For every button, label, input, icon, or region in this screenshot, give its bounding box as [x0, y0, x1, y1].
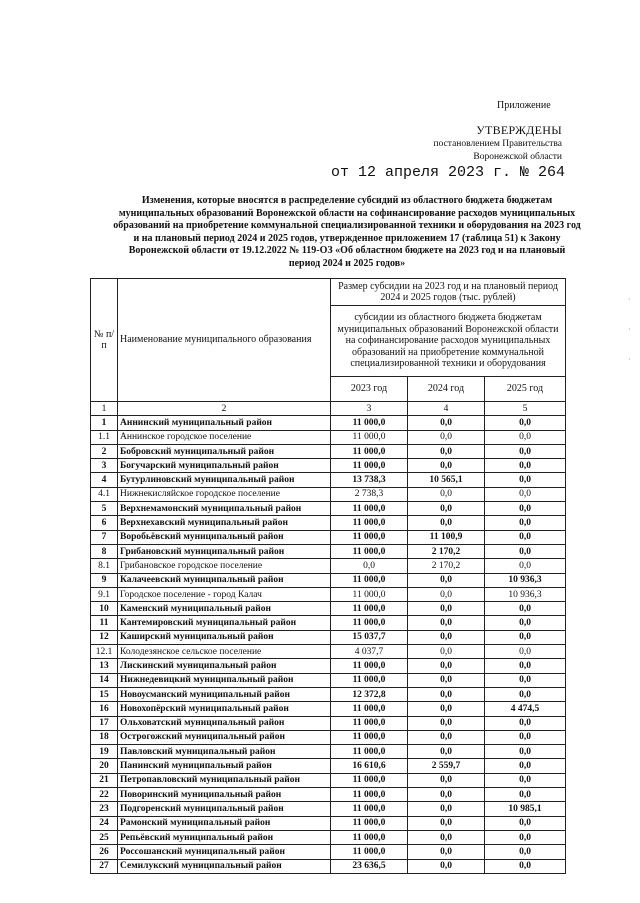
- table-row: [91, 730, 566, 744]
- row-value-2023: 11 000,0: [331, 459, 408, 473]
- row-name: Россошанский муниципальный район: [118, 845, 331, 859]
- row-value-2025: 0,0: [485, 530, 566, 544]
- row-number: 1.1: [91, 430, 118, 444]
- row-number: 5: [91, 502, 118, 516]
- row-name: Рамонский муниципальный район: [118, 816, 331, 830]
- table-row: [91, 416, 566, 430]
- row-value-2023: 11 000,0: [331, 845, 408, 859]
- row-name: Петропавловский муниципальный район: [118, 773, 331, 787]
- table-row: [91, 487, 566, 501]
- row-value-2024: 0,0: [408, 487, 485, 501]
- row-number: 3: [91, 459, 118, 473]
- row-name: Семилукский муниципальный район: [118, 859, 331, 873]
- row-value-2025: 0,0: [485, 502, 566, 516]
- table-row: [91, 816, 566, 830]
- row-value-2024: 11 100,9: [408, 530, 485, 544]
- row-value-2025: 0,0: [485, 687, 566, 701]
- row-value-2024: 0,0: [408, 716, 485, 730]
- row-value-2024: 0,0: [408, 630, 485, 644]
- row-value-2023: 11 000,0: [331, 830, 408, 844]
- row-value-2025: 0,0: [485, 616, 566, 630]
- row-value-2025: 10 985,1: [485, 802, 566, 816]
- table-row: [91, 659, 566, 673]
- row-number: 14: [91, 673, 118, 687]
- row-name: Панинский муниципальный район: [118, 759, 331, 773]
- row-value-2024: 2 170,2: [408, 559, 485, 573]
- row-name: Грибановский муниципальный район: [118, 544, 331, 558]
- row-number: 15: [91, 687, 118, 701]
- row-value-2025: 0,0: [485, 630, 566, 644]
- table-row: [91, 759, 566, 773]
- table-row: [91, 859, 566, 873]
- table-row: [91, 559, 566, 573]
- table-row: [91, 544, 566, 558]
- row-number: 7: [91, 530, 118, 544]
- row-value-2024: 0,0: [408, 616, 485, 630]
- row-value-2023: 23 636,5: [331, 859, 408, 873]
- row-value-2024: 0,0: [408, 459, 485, 473]
- table-row: [91, 444, 566, 458]
- row-number: 6: [91, 516, 118, 530]
- row-name: Новохопёрский муниципальный район: [118, 702, 331, 716]
- row-value-2024: 0,0: [408, 687, 485, 701]
- table-row: [91, 773, 566, 787]
- row-number: 12.1: [91, 645, 118, 659]
- row-value-2023: 11 000,0: [331, 702, 408, 716]
- row-value-2023: 12 372,8: [331, 687, 408, 701]
- row-value-2023: 11 000,0: [331, 745, 408, 759]
- row-value-2025: 0,0: [485, 659, 566, 673]
- index-cell: 5: [485, 402, 566, 416]
- row-value-2025: 0,0: [485, 673, 566, 687]
- row-number: 11: [91, 616, 118, 630]
- row-number: 18: [91, 730, 118, 744]
- row-number: 17: [91, 716, 118, 730]
- table-row: [91, 530, 566, 544]
- row-value-2024: 0,0: [408, 859, 485, 873]
- row-name: Грибановское городское поселение: [118, 559, 331, 573]
- row-value-2023: 15 037,7: [331, 630, 408, 644]
- row-value-2024: 0,0: [408, 702, 485, 716]
- row-value-2023: 11 000,0: [331, 659, 408, 673]
- table-row: [91, 845, 566, 859]
- document-date: от 12 апреля 2023 г. № 264: [331, 164, 566, 181]
- row-value-2023: 11 000,0: [331, 587, 408, 601]
- row-value-2023: 13 738,3: [331, 473, 408, 487]
- row-value-2025: 0,0: [485, 487, 566, 501]
- row-name: Каменский муниципальный район: [118, 602, 331, 616]
- row-value-2023: 11 000,0: [331, 416, 408, 430]
- index-cell: 4: [408, 402, 485, 416]
- row-number: 2: [91, 444, 118, 458]
- row-value-2024: 0,0: [408, 416, 485, 430]
- approved-label: УТВЕРЖДЕНЫ: [476, 123, 562, 137]
- row-number: 8: [91, 544, 118, 558]
- row-name: Колодезянское сельское поселение: [118, 645, 331, 659]
- row-value-2025: 0,0: [485, 759, 566, 773]
- row-value-2023: 16 610,6: [331, 759, 408, 773]
- row-name: Репьёвский муниципальный район: [118, 830, 331, 844]
- table-row: [91, 830, 566, 844]
- row-value-2025: 4 474,5: [485, 702, 566, 716]
- row-value-2025: 0,0: [485, 544, 566, 558]
- row-value-2024: 0,0: [408, 788, 485, 802]
- table-row: [91, 745, 566, 759]
- row-value-2024: 2 559,7: [408, 759, 485, 773]
- table-row: [91, 430, 566, 444]
- row-value-2023: 11 000,0: [331, 788, 408, 802]
- index-cell: 3: [331, 402, 408, 416]
- row-name: Новоусманский муниципальный район: [118, 687, 331, 701]
- row-value-2025: 10 936,3: [485, 573, 566, 587]
- row-number: 12: [91, 630, 118, 644]
- row-value-2024: 0,0: [408, 602, 485, 616]
- row-value-2025: 0,0: [485, 716, 566, 730]
- row-name: Верхнехавский муниципальный район: [118, 516, 331, 530]
- row-value-2023: 11 000,0: [331, 773, 408, 787]
- index-cell: 2: [118, 402, 331, 416]
- row-value-2023: 11 000,0: [331, 544, 408, 558]
- row-value-2025: 0,0: [485, 430, 566, 444]
- row-name: Воробьёвский муниципальный район: [118, 530, 331, 544]
- row-name: Городское поселение - город Калач: [118, 587, 331, 601]
- table-row: [91, 473, 566, 487]
- table-row: [91, 788, 566, 802]
- row-value-2024: 0,0: [408, 773, 485, 787]
- row-value-2024: 0,0: [408, 745, 485, 759]
- row-name: Поворинский муниципальный район: [118, 788, 331, 802]
- row-value-2024: 0,0: [408, 659, 485, 673]
- row-name: Богучарский муниципальный район: [118, 459, 331, 473]
- document-title: Изменения, которые вносятся в распределение субсидий из областного бюджета бюджетам муниципальных образований Воронежской области на софинансирование расходов муниципальных образований на приобретение коммунальной специализированной техники и оборудования на 2023 год и на плановый период 2024 и 2025 годов, утвержденное приложением 17 (таблица 51) к Закону Воронежской области от 19.12.2022 № 119-ОЗ «Об областном бюджете на 2023 год и на плановый период 2024 и 2025 годов»: [113, 195, 581, 269]
- table-row: [91, 687, 566, 701]
- row-name: Острогожский муниципальный район: [118, 730, 331, 744]
- row-name: Аннинский муниципальный район: [118, 416, 331, 430]
- row-number: 19: [91, 745, 118, 759]
- row-value-2023: 11 000,0: [331, 816, 408, 830]
- row-value-2023: 4 037,7: [331, 645, 408, 659]
- row-value-2024: 0,0: [408, 845, 485, 859]
- table-row: [91, 516, 566, 530]
- row-value-2023: 2 738,3: [331, 487, 408, 501]
- row-value-2023: 11 000,0: [331, 673, 408, 687]
- row-value-2023: 11 000,0: [331, 730, 408, 744]
- header-2023: 2023 год: [331, 377, 408, 402]
- row-value-2024: 2 170,2: [408, 544, 485, 558]
- row-number: 21: [91, 773, 118, 787]
- row-value-2025: 0,0: [485, 816, 566, 830]
- row-value-2025: 0,0: [485, 459, 566, 473]
- row-number: 8.1: [91, 559, 118, 573]
- row-value-2024: 0,0: [408, 673, 485, 687]
- row-value-2025: 0,0: [485, 730, 566, 744]
- row-value-2025: 0,0: [485, 645, 566, 659]
- row-value-2024: 0,0: [408, 730, 485, 744]
- row-name: Лискинский муниципальный район: [118, 659, 331, 673]
- header-size: Размер субсидии на 2023 год и на плановый период 2024 и 2025 годов (тыс. рублей): [331, 279, 566, 306]
- row-value-2025: 0,0: [485, 516, 566, 530]
- row-value-2024: 0,0: [408, 516, 485, 530]
- row-value-2024: 0,0: [408, 587, 485, 601]
- header-subsidy: субсидии из областного бюджета бюджетам муниципальных образований Воронежской области на софинансирование расходов муниципальных образований на приобретение коммунальной специализированной техники и оборудования: [331, 306, 566, 377]
- row-name: Бобровский муниципальный район: [118, 444, 331, 458]
- row-name: Бутурлиновский муниципальный район: [118, 473, 331, 487]
- table-row: [91, 716, 566, 730]
- row-value-2024: 0,0: [408, 502, 485, 516]
- row-name: Верхнемамонский муниципальный район: [118, 502, 331, 516]
- row-name: Ольховатский муниципальный район: [118, 716, 331, 730]
- table-row: [91, 587, 566, 601]
- header-no: № п/п: [91, 279, 118, 402]
- row-value-2023: 11 000,0: [331, 502, 408, 516]
- row-value-2024: 0,0: [408, 430, 485, 444]
- row-number: 25: [91, 830, 118, 844]
- header-2025: 2025 год: [485, 377, 566, 402]
- row-number: 16: [91, 702, 118, 716]
- row-value-2025: 0,0: [485, 559, 566, 573]
- table-row: [91, 616, 566, 630]
- table-row: [91, 602, 566, 616]
- table-row: [91, 645, 566, 659]
- row-value-2023: 11 000,0: [331, 602, 408, 616]
- row-value-2025: 0,0: [485, 602, 566, 616]
- row-value-2025: 0,0: [485, 473, 566, 487]
- row-value-2024: 0,0: [408, 573, 485, 587]
- row-value-2025: 0,0: [485, 773, 566, 787]
- row-value-2023: 11 000,0: [331, 573, 408, 587]
- row-name: Подгоренский муниципальный район: [118, 802, 331, 816]
- row-value-2024: 0,0: [408, 830, 485, 844]
- row-number: 10: [91, 602, 118, 616]
- row-value-2023: 11 000,0: [331, 430, 408, 444]
- header-name: Наименование муниципального образования: [118, 279, 331, 402]
- row-number: 1: [91, 416, 118, 430]
- row-value-2024: 0,0: [408, 816, 485, 830]
- row-name: Нижнедевицкий муниципальный район: [118, 673, 331, 687]
- table-row: [91, 802, 566, 816]
- row-value-2023: 11 000,0: [331, 716, 408, 730]
- row-number: 13: [91, 659, 118, 673]
- row-value-2024: 0,0: [408, 802, 485, 816]
- row-name: Калачеевский муниципальный район: [118, 573, 331, 587]
- table-row: [91, 630, 566, 644]
- row-value-2023: 11 000,0: [331, 530, 408, 544]
- resolution-line-1: постановлением Правительства: [433, 139, 562, 149]
- approval-block: [430, 123, 562, 164]
- table-row: [91, 459, 566, 473]
- row-number: 23: [91, 802, 118, 816]
- row-value-2023: 11 000,0: [331, 616, 408, 630]
- row-number: 9: [91, 573, 118, 587]
- row-value-2023: 11 000,0: [331, 444, 408, 458]
- table-row: [91, 702, 566, 716]
- row-name: Аннинское городское поселение: [118, 430, 331, 444]
- row-name: Нижнекисляйское городское поселение: [118, 487, 331, 501]
- row-value-2025: 0,0: [485, 788, 566, 802]
- appendix-label: Приложение: [497, 100, 551, 111]
- header-2024: 2024 год: [408, 377, 485, 402]
- subsidy-table: [90, 278, 566, 874]
- row-value-2024: 0,0: [408, 645, 485, 659]
- resolution-line-2: Воронежской области: [473, 152, 562, 162]
- row-value-2023: 11 000,0: [331, 516, 408, 530]
- table-row: [91, 673, 566, 687]
- row-number: 22: [91, 788, 118, 802]
- row-value-2025: 0,0: [485, 859, 566, 873]
- row-number: 4.1: [91, 487, 118, 501]
- row-value-2024: 10 565,1: [408, 473, 485, 487]
- row-value-2024: 0,0: [408, 444, 485, 458]
- row-value-2025: 0,0: [485, 845, 566, 859]
- table-row: [91, 573, 566, 587]
- row-name: Павловский муниципальный район: [118, 745, 331, 759]
- index-cell: 1: [91, 402, 118, 416]
- scan-margin-marks: · · ·: [628, 295, 631, 364]
- table-row: [91, 502, 566, 516]
- row-name: Кантемировский муниципальный район: [118, 616, 331, 630]
- row-value-2025: 0,0: [485, 830, 566, 844]
- row-value-2025: 0,0: [485, 416, 566, 430]
- row-number: 20: [91, 759, 118, 773]
- row-number: 27: [91, 859, 118, 873]
- row-value-2025: 0,0: [485, 745, 566, 759]
- row-value-2023: 11 000,0: [331, 802, 408, 816]
- row-value-2025: 10 936,3: [485, 587, 566, 601]
- row-number: 4: [91, 473, 118, 487]
- row-value-2025: 0,0: [485, 444, 566, 458]
- row-number: 9.1: [91, 587, 118, 601]
- row-value-2023: 0,0: [331, 559, 408, 573]
- row-number: 24: [91, 816, 118, 830]
- row-name: Каширский муниципальный район: [118, 630, 331, 644]
- row-number: 26: [91, 845, 118, 859]
